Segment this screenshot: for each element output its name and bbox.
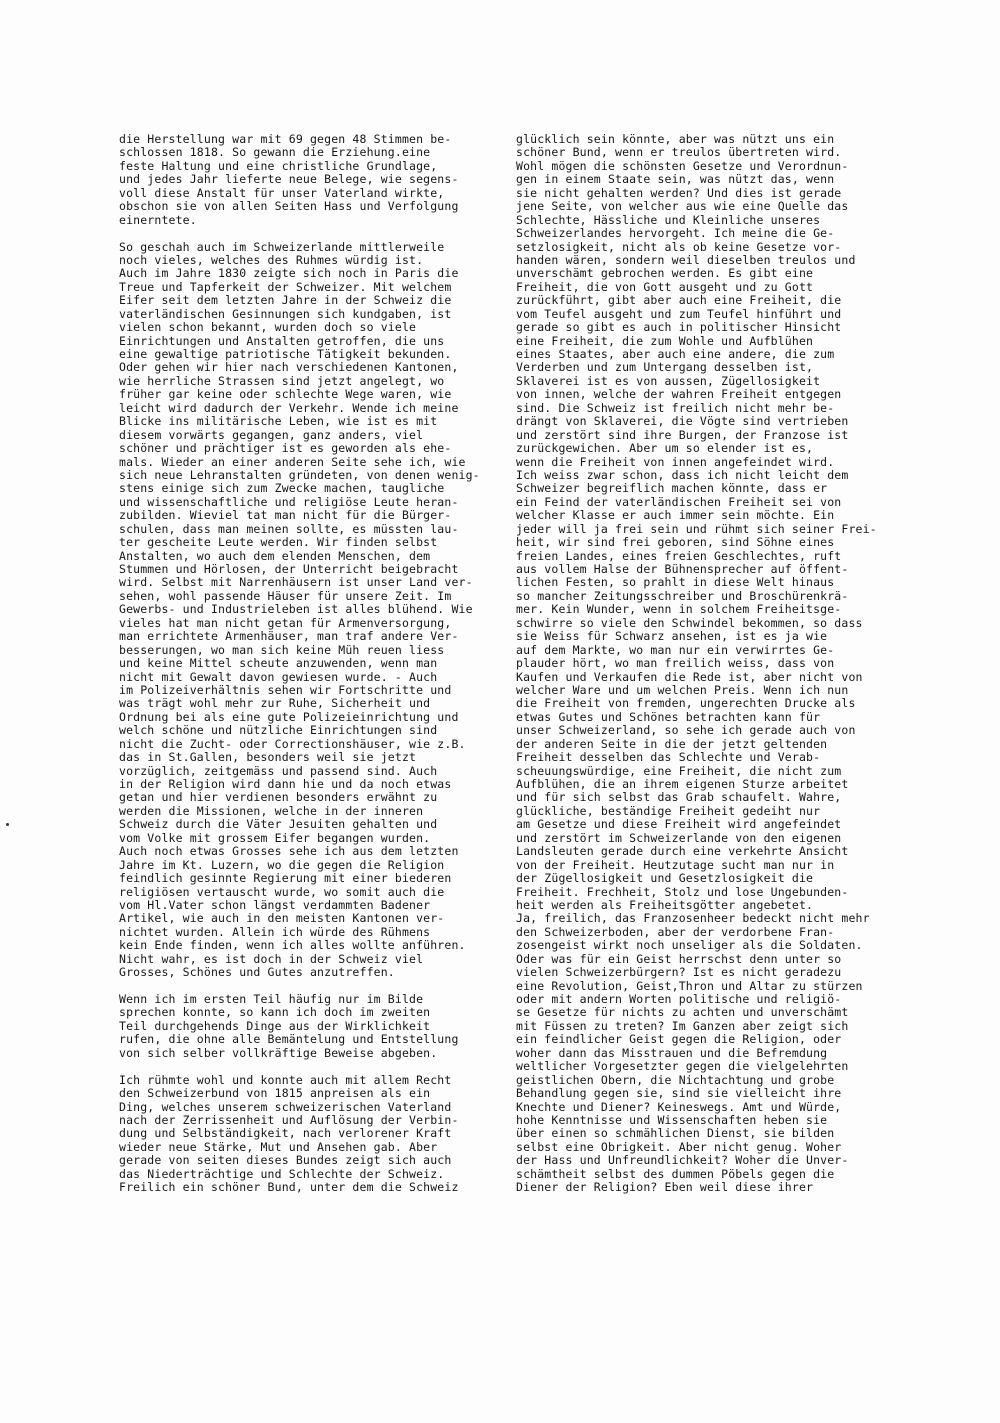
text-line: sind. Die Schweiz ist freilich nicht mehr be- [516,401,835,415]
text-line: im Polizeiverhältnis sehen wir Fortschritte und [119,683,452,697]
text-line: aus vollem Halse der Bühnensprecher auf öffent- [516,563,849,576]
text-line: Freiheit, die von Gott ausgeht und zu Gott [516,280,814,294]
text-line: feste Haltung und eine christliche Grundlage, [119,159,438,173]
text-line: die Herstellung war mit 69 gegen 48 Stimmen be- [119,133,452,146]
text-line: Nicht wahr, es ist doch in der Schweiz viel [119,952,424,966]
paragraph-gap [119,1060,497,1073]
text-line: früher gar keine oder schlechte Wege waren, wie [119,388,452,402]
text-line: das Niederträchtige und Schlechte der Schweiz. [119,1167,445,1181]
text-line: und für sich selbst das Grab schaufelt. Wahre, [516,791,842,805]
text-line: Auch im Jahre 1830 zeigte sich noch in Paris die [119,267,459,281]
text-line: Diener der Religion? Eben weil diese ihrer [516,1181,814,1195]
text-line: eines Staates, aber auch eine andere, die zum [516,348,835,361]
text-line: Gewerbs- und Industrieleben ist alles blühend. Wie [119,603,473,617]
text-line: dung und Selbständigkeit, nach verlorener Kraft [119,1127,452,1141]
text-line: Freiheit. Frechheit, Stolz und lose Ungebunden- [516,885,849,899]
text-line: lichen Festen, so prahlt in diese Welt hinaus [516,576,835,590]
text-line: Sklaverei ist es von aussen, Zügellosigkeit [516,374,821,388]
text-line: gerade so gibt es auch in politischer Hinsicht [516,321,842,335]
text-line: Anstalten, wo auch dem elenden Menschen, dem [119,549,431,563]
text-line: Ding, welches unserem schweizerischen Vaterland [119,1100,452,1114]
text-line: handen wären, sondern weil dieselben treulos und [516,253,856,267]
text-line: Freiheit desselben das Schlechte und Verab- [516,751,821,765]
text-line: Teil durchgehends Dinge aus der Wirklichkeit [119,1019,431,1033]
text-line: schöner Bund, wenn er treulos übertreten wird. [516,146,842,160]
text-line: sprechen konnte, so kann ich doch im zweiten [119,1006,431,1020]
text-line: unverschämt gebrochen werden. Es gibt eine [516,267,814,281]
text-line: freien Landes, eines freien Geschlechtes, ruft [516,549,842,563]
text-line: Wohl mögen die schönsten Gesetze und Verordnun- [516,159,849,173]
text-line: Einrichtungen und Anstalten getroffen, die uns [119,334,445,348]
text-line: schöner und prächtiger ist es geworden als ehe- [119,442,452,456]
text-line: scheuungswürdige, eine Freiheit, die nicht zum [516,764,842,778]
text-line: vaterländischen Gesinnungen sich kundgaben, ist [119,307,452,321]
text-line: sie nicht gehalten werden? Und dies ist gerade [516,186,842,200]
text-line: eine gewaltige patriotische Tätigkeit bekunden. [119,348,452,361]
text-line: mer. Kein Wunder, wenn in solchem Freiheitsge- [516,603,842,617]
text-line: die Freiheit von fremden, ungerechten Drucke als [516,697,856,711]
text-line: mals. Wieder an einer anderen Seite sehe ich, wie [119,455,466,469]
text-line: von der Freiheit. Heutzutage sucht man nur in [516,858,835,872]
text-line: sich neue Lehranstalten gründeten, von denen wenig- [119,468,480,482]
text-line: und keine Mittel scheute anzuwenden, wenn man [119,657,438,671]
text-line: den Schweizerbund von 1815 anpreisen als ein [119,1087,431,1101]
text-line: von sich selber vollkräftige Beweise abgeben. [119,1046,438,1060]
text-line: hohe Kenntnisse und Wissenschaften heben sie [516,1113,828,1127]
text-line: mit Füssen zu treten? Im Ganzen aber zeigt sich [516,1019,849,1033]
text-line: schämtheit selbst des dummen Pöbels gegen die [516,1167,835,1181]
text-line: So geschah auch im Schweizerlande mittlerweile [119,240,445,254]
text-line: glücklich sein könnte, aber was nützt uns ein [516,133,835,146]
text-line: ein feindlicher Geist gegen die Religion, oder [516,1033,842,1047]
text-line: wie herrliche Strassen sind jetzt angelegt, wo [119,374,445,388]
text-line: der anderen Seite in die der jetzt geltenden [516,737,828,751]
text-line: schwirre so viele den Schwindel bekommen, so dass [516,616,863,630]
text-line: welch schöne und nützliche Einrichtungen sind [119,724,438,738]
text-line: setzlosigkeit, nicht als ob keine Gesetze vor- [516,240,842,254]
text-line: besserungen, wo man sich keine Müh reuen liess [119,643,445,657]
text-line: diesem vorwärts gegangen, ganz anders, viel [119,428,424,442]
text-line: zubilden. Wieviel tat man nicht für die Bürger- [119,509,452,523]
text-line: noch vieles, welches des Ruhmes würdig ist. [119,253,424,267]
text-line: und zerstört sind ihre Burgen, der Franzose ist [516,428,849,442]
text-line: sehen, wohl passende Häuser für unsere Zeit. Im [119,589,452,603]
text-line: Treue und Tapferkeit der Schweizer. Mit welchem [119,280,452,294]
text-line: zurückgewichen. Aber um so elender ist es, [516,442,814,456]
right-text-column [516,133,896,1195]
text-line: vorzüglich, zeitgemäss und passend sind. Auch [119,764,438,778]
text-line: Oder was für ein Geist herrschst denn unter so [516,952,842,966]
text-line: getan und hier verdienen besonders erwähnt zu [119,791,438,805]
text-line: in der Religion wird dann hie und da noch etwas [119,778,452,791]
text-line: Jahre im Kt. Luzern, wo die gegen die Religion [119,858,445,872]
text-line: heit, wir sind frei geboren, sind Söhne eines [516,536,835,550]
text-line: Schweizer begreiflich machen könnte, dass er [516,482,828,496]
text-line: einerntete. [119,213,197,227]
text-line: oder mit andern Worten politische und religiö- [516,993,842,1006]
text-line: nichtet wurden. Allein ich würde des Rühmens [119,925,431,939]
text-line: religiösen vertauscht wurde, wo somit auch die [119,885,445,899]
text-line: und zerstört im Schweizerlande von den eigenen [516,831,842,845]
text-line: obschon sie von allen Seiten Hass und Verfolgung [119,200,459,214]
text-line: werden die Missionen, welche in der inneren [119,804,424,818]
text-line: sie Weiss für Schwarz ansehen, ist es ja wie [516,630,828,644]
text-line: plauder hört, wo man freilich weiss, dass von [516,657,835,671]
text-line: zosengeist wirkt noch unseliger als die Soldaten. [516,939,863,953]
text-line: Grosses, Schönes und Gutes anzutreffen. [119,966,395,980]
text-line: nach der Zerrissenheit und Auflösung der Verbin- [119,1113,459,1127]
text-line: weltlicher Vorgesetzter gegen die vielgelehrten [516,1060,849,1074]
text-line: kein Ende finden, wenn ich alles wollte anführen. [119,939,466,953]
text-line: feindlich gesinnte Regierung mit einer biederen [119,872,452,886]
text-line: vielen Schweizerbürgern? Ist es nicht geradezu [516,966,842,980]
text-line: vielen schon bekannt, wurden doch so viele [119,321,417,335]
text-line: Schweiz durch die Väter Jesuiten gehalten und [119,818,438,832]
text-line: Aufblühen, die an ihrem eigenen Sturze arbeitet [516,778,849,791]
text-line: welcher Klasse er auch immer sein möchte. Ein [516,509,835,523]
text-line: Freilich ein schöner Bund, unter dem die Schweiz [119,1181,459,1195]
text-line: zurückführt, gibt aber auch eine Freiheit, die [516,294,842,308]
text-line: was trägt wohl mehr zur Ruhe, Sicherheit und [119,697,431,711]
text-line: woher dann das Misstrauen und die Befremdung [516,1046,828,1060]
paragraph-gap [119,227,497,240]
text-line: Ja, freilich, das Franzosenheer bedeckt nicht mehr [516,912,870,926]
text-line: der Hass und Unfreundlichkeit? Woher die Unver- [516,1154,849,1168]
text-line: Kaufen und Verkaufen die Rede ist, aber nicht von [516,670,863,684]
text-line: Verderben und zum Untergang desselben ist, [516,361,814,375]
text-line: leicht wird dadurch der Verkehr. Wende ich meine [119,401,459,415]
margin-speck [6,823,9,826]
text-line: und wissenschaftliche und religiöse Leute heran- [119,495,459,509]
text-line: geistlichen Obern, die Nichtachtung und grobe [516,1073,835,1087]
text-line: jeder will ja frei sein und rühmt sich seiner Frei- [516,522,877,536]
text-line: gerade von seiten dieses Bundes zeigt sich auch [119,1154,452,1168]
text-line: auf dem Markte, wo man nur ein verwirrtes Ge- [516,643,835,657]
text-line: glückliche, beständige Freiheit gedeiht nur [516,804,821,818]
text-line: Schlechte, Hässliche und Kleinliche unseres [516,213,821,227]
paragraph-gap [119,980,497,993]
text-line: wieder neue Stärke, Mut und Ansehen gab. Aber [119,1140,438,1154]
text-line: nicht mit Gewalt davon gewiesen wurde. - Auch [119,670,438,684]
text-line: heit werden als Freiheitsgötter angebetet. [516,898,814,912]
text-line: vom Teufel ausgeht und zum Teufel hinführt und [516,307,842,321]
text-line: drängt von Sklaverei, die Vögte sind vertrieben [516,415,849,429]
text-line: Stummen und Hörlosen, der Unterricht beigebracht [119,563,459,576]
text-line: so mancher Zeitungsschreiber und Broschürenkrä- [516,589,849,603]
text-line: und jedes Jahr lieferte neue Belege, wie segens- [119,173,459,187]
text-line: wenn die Freiheit von innen angefeindet wird. [516,455,835,469]
text-line: der Zügellosigkeit und Gesetzlosigkeit die [516,872,814,886]
text-line: Behandlung gegen sie, sind sie vielleicht ihre [516,1087,842,1101]
text-line: jene Seite, von welcher aus wie eine Quelle das [516,200,849,214]
text-line: vom Hl.Vater schon längst verdammten Badener [119,898,431,912]
text-line: Blicke ins militärische Leben, wie ist es mit [119,415,438,429]
text-line: schlossen 1818. So gewann die Erziehung.eine [119,146,431,160]
text-line: Ich weiss zwar schon, dass ich nicht leicht dem [516,468,849,482]
left-text-column [119,133,497,1195]
text-line: eine Freiheit, die zum Wohle und Aufblühen [516,334,814,348]
text-line: selbst eine Obrigkeit. Aber nicht genug. Woher [516,1140,842,1154]
text-line: nicht die Zucht- oder Correctionshäuser, wie z.B. [119,737,466,751]
text-line: Schweizerlandes hervorgeht. Ich meine die Ge- [516,227,835,241]
text-line: rufen, die ohne alle Bemäntelung und Entstellung [119,1033,459,1047]
text-line: Wenn ich im ersten Teil häufig nur im Bilde [119,993,424,1006]
text-line: über einen so schmählichen Dienst, sie bilden [516,1127,835,1141]
text-line: etwas Gutes und Schönes betrachten kann für [516,710,821,724]
text-line: das in St.Gallen, besonders weil sie jetzt [119,751,417,765]
text-line: von innen, welche der wahren Freiheit entgegen [516,388,842,402]
text-line: wird. Selbst mit Narrenhäusern ist unser Land ver- [119,576,473,590]
text-line: schulen, dass man meinen sollte, es müssten lau- [119,522,459,536]
text-line: am Gesetze und diese Freiheit wird angefeindet [516,818,842,832]
text-line: unser Schweizerland, so sehe ich gerade auch von [516,724,856,738]
text-line: Knechte und Diener? Keineswegs. Amt und Würde, [516,1100,842,1114]
text-line: voll diese Anstalt für unser Vaterland wirkte, [119,186,445,200]
text-line: welcher Ware und um welchen Preis. Wenn ich nun [516,683,849,697]
text-line: se Gesetze für nichts zu achten und unverschämt [516,1006,849,1020]
text-line: Oder gehen wir hier nach verschiedenen Kantonen, [119,361,459,375]
text-line: Eifer seit dem letzten Jahre in der Schweiz die [119,294,452,308]
text-line: Ich rühmte wohl und konnte auch mit allem Recht [119,1073,452,1087]
text-line: Auch noch etwas Grosses sehe ich aus dem letzten [119,845,459,859]
text-line: Ordnung bei als eine gute Polizeieinrichtung und [119,710,459,724]
text-line: Landsleuten gerade durch eine verkehrte Ansicht [516,845,849,859]
text-line: vieles hat man nicht getan für Armenversorgung, [119,616,452,630]
text-line: vom Volke mit grossem Eifer begangen wurden. [119,831,431,845]
text-line: gen in einem Staate sein, was nützt das, wenn [516,173,835,187]
text-line: ter gescheite Leute werden. Wir finden selbst [119,536,438,550]
text-line: den Schweizerboden, aber der verdorbene Fran- [516,925,835,939]
text-line: man errichtete Armenhäuser, man traf andere Ver- [119,630,459,644]
text-line: ein Feind der vaterländischen Freiheit sei von [516,495,842,509]
text-line: stens einige sich zum Zwecke machen, taugliche [119,482,445,496]
text-line: Artikel, wie auch in den meisten Kantonen ver- [119,912,445,926]
text-line: eine Revolution, Geist,Thron und Altar zu stürzen [516,979,863,993]
